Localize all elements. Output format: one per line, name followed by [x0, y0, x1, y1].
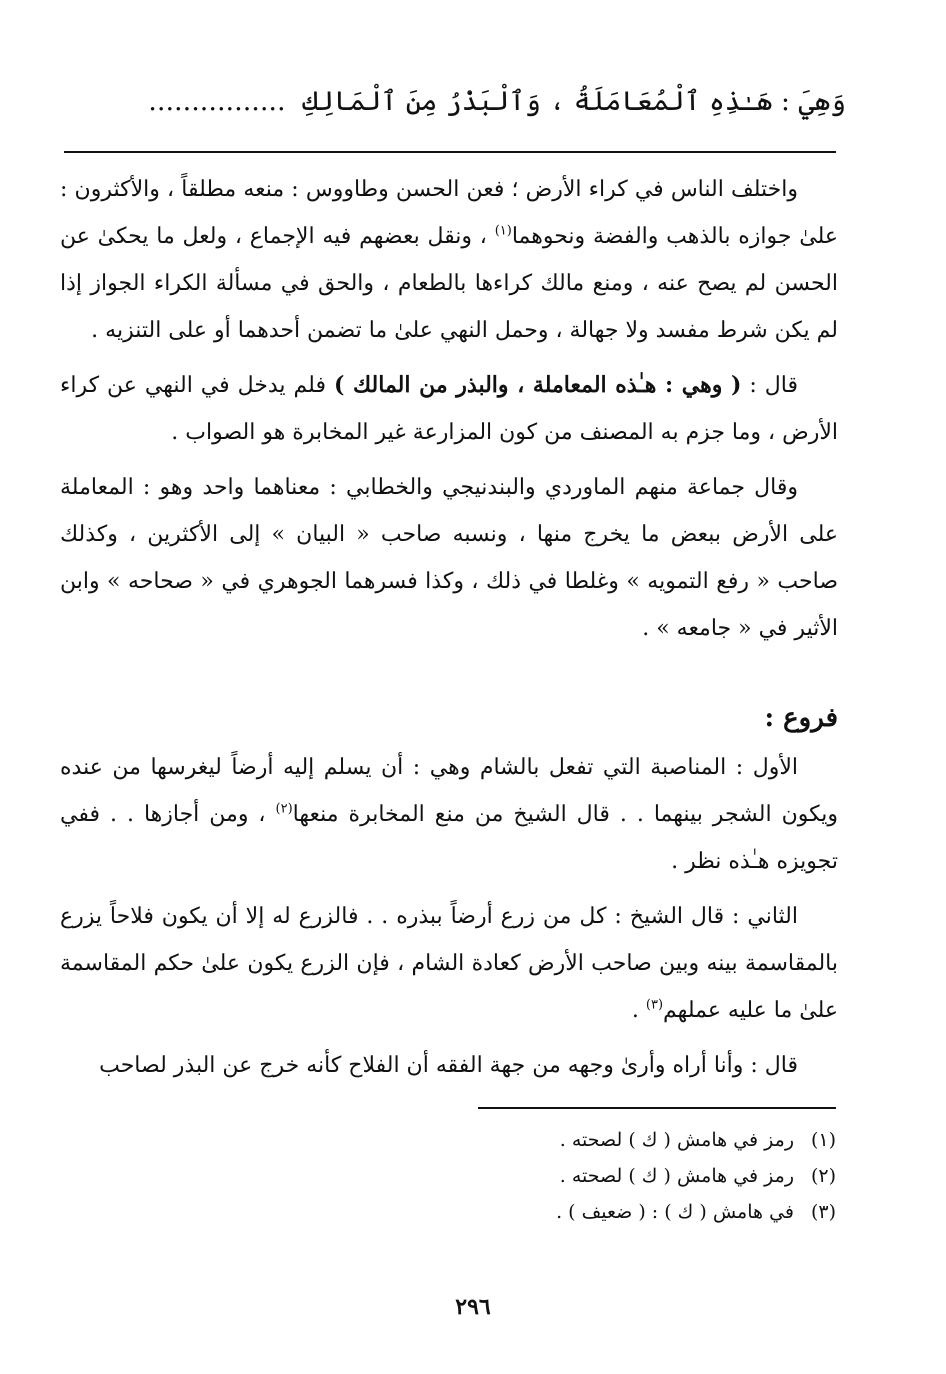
paragraph-1-text-b: ، ونقل بعضهم فيه الإجماع ، ولعل ما يحكىٰ عن الحسن لم يصح عنه ، ومنع مالك كراءها بالطعام ، والحق في مسألة الكراء الجواز إذا لم يكن شرط مفسد ولا جهالة ، وحمل النهي علىٰ ما تضمن أحدهما أو على التنزيه . [60, 224, 838, 343]
paragraph-3: وقال جماعة منهم الماوردي والبندنيجي والخطابي : معناهما واحد وهو : المعاملة على الأرض ببعض ما يخرج منها ، ونسبه صاحب « البيان » إلى الأكثرين ، وكذلك صاحب « رفع التمويه » وغلطا في ذلك ، وكذا فسرهما الجوهري في « صحاحه » وابن الأثير في « جامعه » . [60, 475, 838, 641]
quoted-matn: ( وهي : هـٰذه المعاملة ، والبذر من المالك ) [333, 372, 742, 398]
paragraph-2-text-a: قال : [741, 373, 798, 398]
paragraph-2-text-b: فلم يدخل في النهي عن كراء الأرض ، وما جزم به المصنف من كون المزارعة غير المخابرة هو الصواب . [60, 373, 838, 445]
section-title: فروع : [764, 703, 838, 733]
footnote-ref-2: (٢) [275, 801, 293, 817]
footnote-text: رمز في هامش ( ك ) لصحته . [559, 1165, 794, 1187]
running-header [60, 72, 846, 132]
paragraph-2 [60, 362, 838, 456]
footnote-ref-1: (١) [494, 223, 512, 239]
footnote-ref-3: (٣) [645, 997, 664, 1013]
footnote-2 [60, 1158, 836, 1194]
paragraph-5 [60, 893, 838, 1034]
footnote-3 [60, 1194, 836, 1230]
paragraph-1 [60, 166, 838, 354]
footnote-1 [60, 1122, 836, 1158]
footnote-number: (١) [810, 1129, 836, 1151]
page-number: ٢٩٦ [455, 1294, 491, 1320]
header-title: وَهِيَ : هَـٰذِهِ ٱلْمُعَامَلَةُ ، وَٱلْبَذْرُ مِنَ ٱلْمَالِكِ [302, 86, 846, 117]
paragraph-6: قال : وأنا أراه وأرىٰ وجهه من جهة الفقه أن الفلاح كأنه خرج عن البذر لصاحب [99, 1053, 798, 1078]
paragraph-5-text-a: الثاني : قال الشيخ : كل من زرع أرضاً ببذره . . فالزرع له إلا أن يكون فلاحاً يزرع بالمقاسمة بينه وبين صاحب الأرض كعادة الشام ، فإن الزرع يكون علىٰ حكم المقاسمة علىٰ ما عليه عملهم [60, 904, 838, 1023]
footnote-number: (٢) [810, 1165, 836, 1187]
footnotes [60, 1122, 836, 1230]
header-dots: ................ [148, 86, 286, 117]
footnote-number: (٣) [810, 1201, 836, 1223]
footnote-text: رمز في هامش ( ك ) لصحته . [559, 1129, 794, 1151]
paragraph-4-text-a: الأول : المناصبة التي تفعل بالشام وهي : أن يسلم إليه أرضاً ليغرسها من عنده ويكون الشجر بينهما . . قال الشيخ من منع المخابرة منعها [60, 755, 838, 827]
main-text [60, 166, 838, 1097]
paragraph-4-text-b: ، ومن أجازها . . ففي تجويزه هـٰذه نظر . [60, 802, 838, 874]
paragraph-5-text-b: . [631, 998, 646, 1023]
paragraph-1-text-a: واختلف الناس في كراء الأرض ؛ فعن الحسن وطاووس : منعه مطلقاً ، والأكثرون : علىٰ جوازه بالذهب والفضة ونحوهما [60, 177, 838, 249]
footnote-text: في هامش ( ك ) : ( ضعيف ) . [556, 1201, 794, 1223]
paragraph-4 [60, 744, 838, 885]
header-rule [64, 151, 836, 153]
footnote-rule [478, 1107, 836, 1109]
